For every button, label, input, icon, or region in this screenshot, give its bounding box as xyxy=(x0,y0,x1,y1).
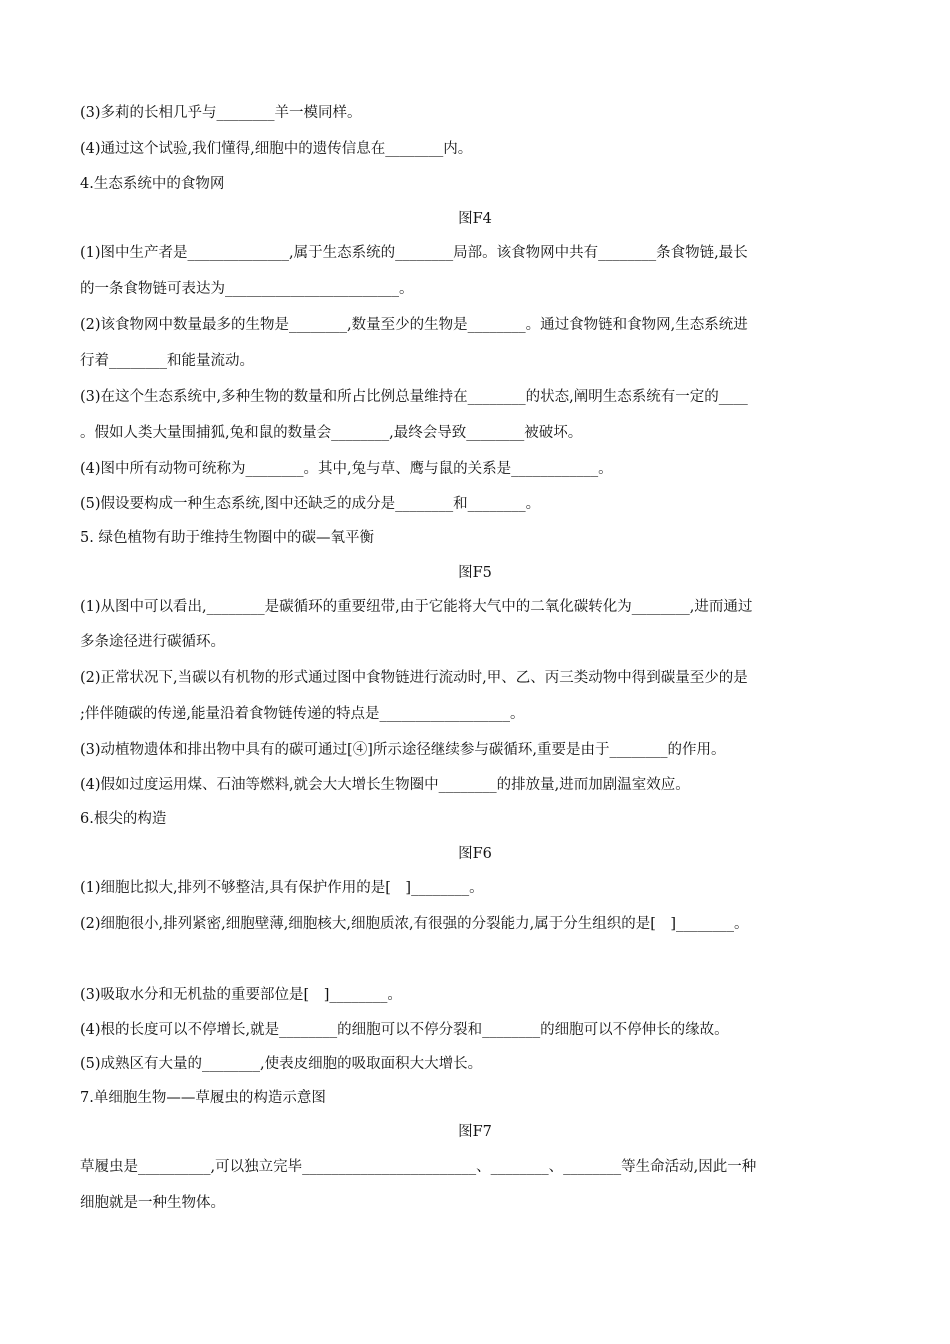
figure-caption-f7: 图F7 xyxy=(458,1124,492,1140)
q4-2-line-b: 行着________和能量流动。 xyxy=(80,353,254,369)
q4-3-line-b: 。假如人类大量围捕狐,兔和鼠的数量会________,最终会导致________被破坏。 xyxy=(80,425,583,441)
q6-4: (4)根的长度可以不停增长,就是________的细胞可以不停分裂和________的细胞可以不停伸长的缘故。 xyxy=(80,1022,729,1038)
q6-1: (1)细胞比拟大,排列不够整洁,具有保护作用的是[ ]________。 xyxy=(80,880,484,896)
q7-line-b: 细胞就是一种生物体。 xyxy=(80,1195,225,1211)
figure-caption-f5: 图F5 xyxy=(458,565,492,581)
q6-3: (3)吸取水分和无机盐的重要部位是[ ]________。 xyxy=(80,987,402,1003)
q4-1-line-a: (1)图中生产者是______________,属于生态系统的________局部。该食物网中共有________条食物链,最长 xyxy=(80,245,748,261)
q4-1-line-b: 的一条食物链可表达为________________________。 xyxy=(80,281,414,297)
q5-1-line-b: 多条途径进行碳循环。 xyxy=(80,634,225,650)
q3-3-dolly-resemblance: (3)多莉的长相几乎与________羊一模同样。 xyxy=(80,105,362,121)
q7-line-a: 草履虫是__________,可以独立完毕________________________、________、________等生命活动,因此一种 xyxy=(80,1159,757,1175)
q6-5: (5)成熟区有大量的________,使表皮细胞的吸取面积大大增长。 xyxy=(80,1056,483,1072)
figure-caption-f6: 图F6 xyxy=(458,846,492,862)
heading-q6-root-tip: 6.根尖的构造 xyxy=(80,811,167,827)
figure-caption-f4: 图F4 xyxy=(458,211,492,227)
q6-2: (2)细胞很小,排列紧密,细胞壁薄,细胞核大,细胞质浓,有很强的分裂能力,属于分生组织的是[ ]________。 xyxy=(80,916,749,932)
q4-5: (5)假设要构成一种生态系统,图中还缺乏的成分是________和________。 xyxy=(80,496,541,512)
heading-q5-carbon-oxygen: 5. 绿色植物有助于维持生物圈中的碳—氧平衡 xyxy=(80,530,374,546)
q4-2-line-a: (2)该食物网中数量最多的生物是________,数量至少的生物是________。通过食物链和食物网,生态系统进 xyxy=(80,317,748,333)
q5-1-line-a: (1)从图中可以看出,________是碳循环的重要纽带,由于它能将大气中的二氧化碳转化为________,进而通过 xyxy=(80,599,753,615)
heading-q7-paramecium: 7.单细胞生物——草履虫的构造示意图 xyxy=(80,1090,326,1106)
q4-3-line-a: (3)在这个生态系统中,多种生物的数量和所占比例总量维持在________的状态,阐明生态系统有一定的____ xyxy=(80,389,748,405)
q5-2-line-a: (2)正常状况下,当碳以有机物的形式通过图中食物链进行流动时,甲、乙、丙三类动物中得到碳量至少的是 xyxy=(80,670,748,686)
heading-q4-food-web: 4.生态系统中的食物网 xyxy=(80,176,225,192)
q5-3: (3)动植物遗体和排出物中具有的碳可通过[④]所示途径继续参与碳循环,重要是由于________的作用。 xyxy=(80,742,726,758)
q5-2-line-b: ;伴伴随碳的传递,能量沿着食物链传递的特点是__________________。 xyxy=(80,706,525,722)
q4-4: (4)图中所有动物可统称为________。其中,兔与草、鹰与鼠的关系是____________。 xyxy=(80,461,613,477)
q3-4-genetic-info-location: (4)通过这个试验,我们懂得,细胞中的遗传信息在________内。 xyxy=(80,141,473,157)
q5-4: (4)假如过度运用煤、石油等燃料,就会大大增长生物圈中________的排放量,进而加剧温室效应。 xyxy=(80,777,690,793)
